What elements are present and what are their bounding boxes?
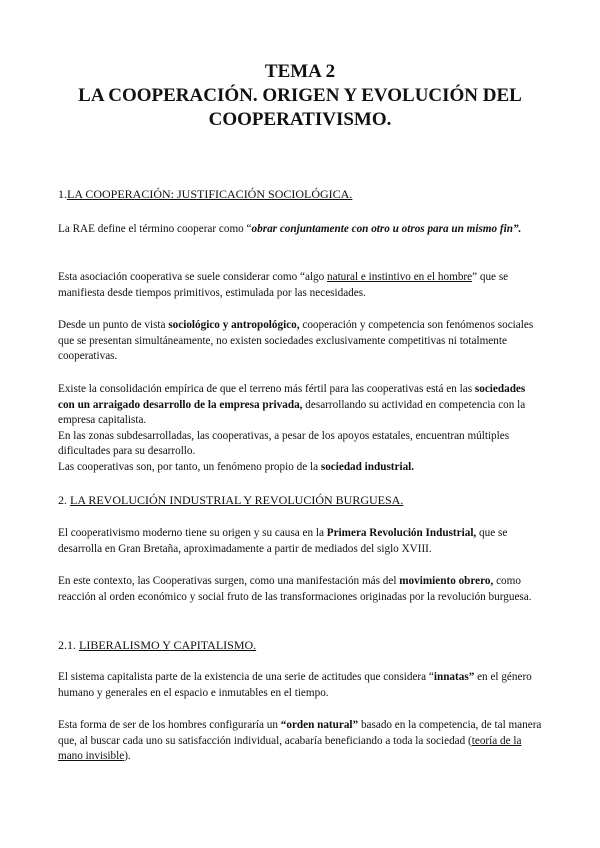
section-2-1-title: LIBERALISMO Y CAPITALISMO. — [79, 638, 257, 652]
section-2-title: LA REVOLUCIÓN INDUSTRIAL Y REVOLUCIÓN BURGUESA. — [70, 493, 404, 507]
paragraph — [58, 670, 544, 701]
text: Desde un punto de vista — [58, 319, 169, 331]
text: El sistema capitalista parte de la existencia de una serie de actitudes que considera “ — [58, 671, 434, 683]
text: ” que se manifiesta desde tiempos primitivos, estimulada por las necesidades. — [58, 271, 509, 299]
text: como reacción al orden económico y social fruto de las transformaciones originadas por la revolución burguesa. — [58, 575, 532, 603]
text: basado en la competencia, de tal manera que, al buscar cada uno su satisfacción individual, acabaría beneficiando a toda la sociedad ( — [58, 719, 542, 747]
text: El cooperativismo moderno tiene su origen y su causa en la — [58, 527, 327, 539]
text: Esta forma de ser de los hombres configuraría un — [58, 719, 281, 731]
paragraph — [58, 222, 544, 238]
bold-text: sociedad industrial. — [320, 460, 415, 473]
text: La RAE define el término cooperar como “ — [58, 223, 252, 235]
text: desarrollando su actividad en competencia con la empresa capitalista. — [58, 398, 526, 426]
paragraph — [58, 318, 544, 365]
title-line-3: COOPERATIVISMO. — [208, 109, 392, 130]
text: En las zonas subdesarrolladas, las cooperativas, a pesar de los apoyos estatales, encuentran múltiples dificultades para su desarrollo. — [58, 429, 510, 457]
text: Existe la consolidación empírica de que el terreno más fértil para las cooperativas está en las — [58, 383, 475, 395]
document-title — [40, 60, 560, 132]
underlined-text: natural e instintivo en el hombre — [327, 271, 473, 283]
text: ). — [124, 750, 131, 762]
paragraph — [58, 718, 544, 765]
paragraph — [58, 382, 544, 475]
paragraph — [58, 270, 544, 301]
paragraph — [58, 526, 544, 557]
title-line-1: TEMA 2 — [264, 61, 336, 82]
underlined-text: teoría de la mano invisible — [58, 734, 522, 762]
section-1-heading — [58, 186, 548, 202]
text: en el género humano y generales en el espacio e inmutables en el tiempo. — [58, 671, 532, 699]
bold-text: “orden natural” — [280, 719, 359, 731]
section-2-heading — [58, 492, 548, 508]
bold-text: innatas” — [433, 671, 475, 683]
emphasis-text: obrar conjuntamente con otro u otros para un mismo fin”. — [251, 223, 522, 235]
text: Esta asociación cooperativa se suele considerar como “algo — [58, 271, 328, 283]
text: En este contexto, las Cooperativas surgen, como una manifestación más del — [58, 575, 400, 587]
section-1-title: LA COOPERACIÓN: JUSTIFICACIÓN SOCIOLÓGICA. — [67, 187, 353, 201]
section-2-number: 2. — [58, 493, 70, 507]
bold-text: Primera Revolución Industrial, — [326, 527, 477, 539]
title-line-2: LA COOPERACIÓN. ORIGEN Y EVOLUCIÓN DEL — [78, 85, 522, 106]
paragraph — [58, 574, 544, 605]
section-2-1-heading — [58, 637, 548, 653]
bold-text: sociológico y antropológico, — [168, 319, 300, 331]
section-2-1-number: 2.1. — [58, 638, 79, 652]
bold-text: sociedades con un arraigado desarrollo de la empresa privada, — [58, 383, 526, 411]
section-1-number: 1. — [58, 187, 67, 201]
text: cooperación y competencia son fenómenos sociales que se presentan simultáneamente, no existen sociedades exclusivamente competitivas ni totalmente cooperativas. — [58, 319, 534, 362]
text: Las cooperativas son, por tanto, un fenómeno propio de la — [58, 460, 321, 473]
bold-text: movimiento obrero, — [399, 575, 494, 587]
text: que se desarrolla en Gran Bretaña, aproximadamente a partir de mediados del siglo XVIII. — [58, 527, 508, 555]
